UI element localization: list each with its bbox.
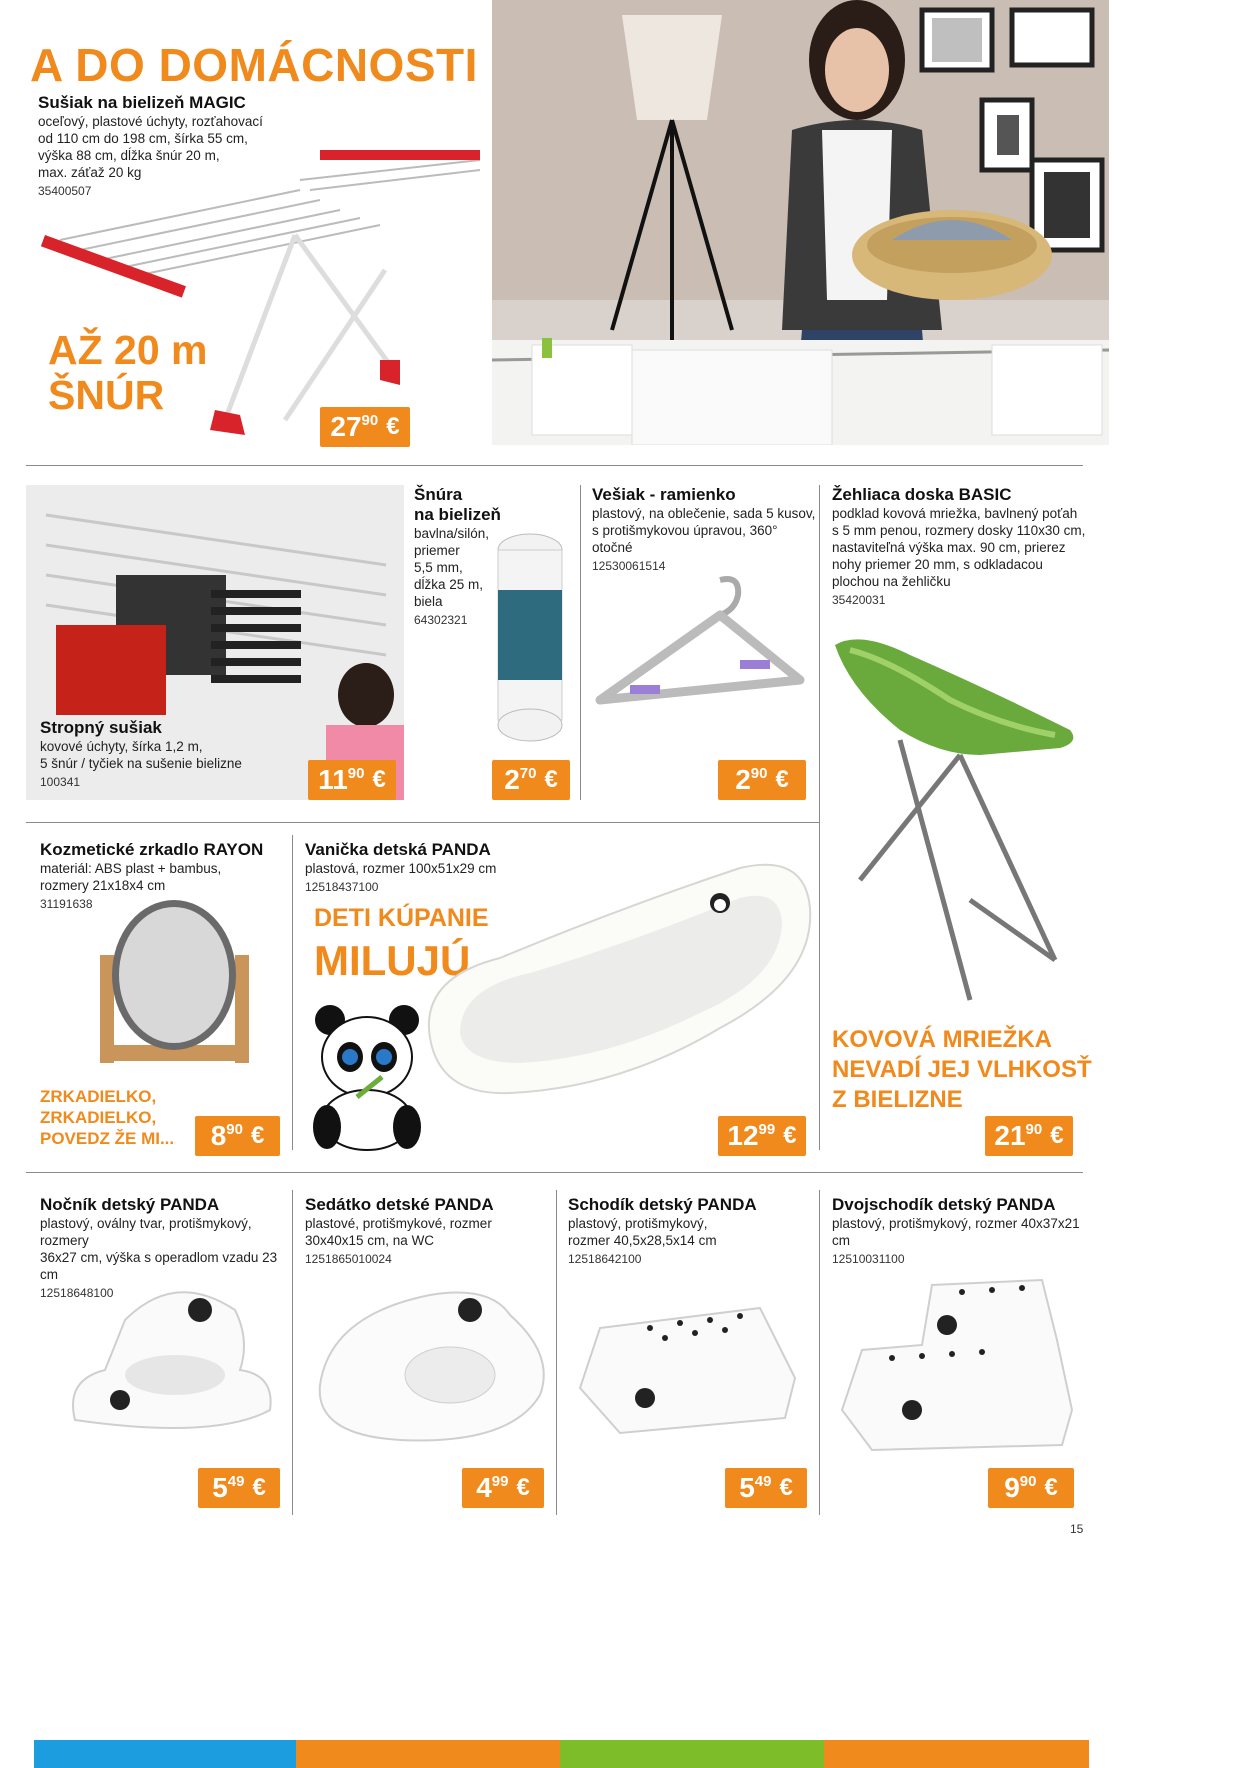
- product-code: 64302321: [414, 613, 468, 627]
- product-description: podklad kovová mriežka, bavlnený poťah s 5 mm penou, rozmery dosky 110x30 cm, nastaviteľná výška max. 90 cm, prierez nohy priemer 20 mm, s odkladacou plochou na žehličku: [832, 506, 1086, 589]
- price-tag: 4 99 €: [462, 1468, 544, 1508]
- product-name: Kozmetické zrkadlo RAYON: [40, 840, 264, 859]
- product-code: 12518642100: [568, 1252, 642, 1266]
- product-name: Vanička detská PANDA: [305, 840, 491, 859]
- product-description: plastový, protišmykový, rozmer 40,5x28,5x14 cm: [568, 1216, 717, 1248]
- product-name: Sušiak na bielizeň MAGIC: [38, 93, 246, 112]
- product-description: bavlna/silón, priemer 5,5 mm, dĺžka 25 m, biela: [414, 526, 490, 609]
- divider: [580, 485, 581, 800]
- price-tag: 2 70 €: [492, 760, 570, 800]
- price-tag: 5 49 €: [198, 1468, 280, 1508]
- product-name: Sedátko detské PANDA: [305, 1195, 494, 1214]
- product-name: Nočník detský PANDA: [40, 1195, 220, 1214]
- product-description: oceľový, plastové úchyty, rozťahovací od 110 cm do 198 cm, šírka 55 cm, výška 88 cm, dĺžka šnúr 20 m, max. záťaž 20 kg: [38, 114, 263, 180]
- product-hanger: [592, 485, 817, 574]
- panda-mascot-image: [312, 1002, 422, 1152]
- divider: [556, 1190, 557, 1515]
- double-step-image: [832, 1270, 1082, 1455]
- mirror-slogan: ZRKADIELKO, ZRKADIELKO, POVEDZ ŽE MI...: [40, 1087, 175, 1148]
- ironing-board-slogan: KOVOVÁ MRIEŽKA NEVADÍ JEJ VLHKOSŤ Z BIELIZNE: [832, 1026, 1092, 1113]
- product-code: 12518437100: [305, 880, 379, 894]
- product-toilet-seat: [305, 1195, 545, 1267]
- laundry-woman-image: [492, 0, 1109, 445]
- potty-image: [65, 1270, 280, 1440]
- product-step-stool: [568, 1195, 813, 1267]
- product-ironing-board: [832, 485, 1092, 608]
- baby-bath-image: [420, 848, 815, 1100]
- hero-photo: [492, 0, 1109, 445]
- product-description: plastová, rozmer 100x51x29 cm: [305, 861, 497, 876]
- magic-slogan: AŽ 20 m ŠNÚR: [48, 327, 208, 419]
- divider: [26, 465, 1083, 466]
- price-tag: 27 90 €: [320, 407, 410, 447]
- divider: [819, 485, 820, 1150]
- footer-bar-orange-2: [824, 1740, 1089, 1768]
- bath-slogan-line1: DETI KÚPANIE: [314, 904, 489, 932]
- price-tag: 2 90 €: [718, 760, 806, 800]
- hanger-image: [590, 570, 815, 720]
- product-description: plastový, protišmykový, rozmer 40x37x21 cm: [832, 1216, 1080, 1248]
- rope-bundle-image: [490, 530, 570, 745]
- price-tag: 5 49 €: [725, 1468, 807, 1508]
- bath-slogan-line2: MILUJÚ: [314, 937, 471, 984]
- product-description: plastové, protišmykové, rozmer 30x40x15 cm, na WC: [305, 1216, 492, 1248]
- price-tag: 8 90 €: [195, 1116, 280, 1156]
- product-code: 12510031100: [832, 1252, 905, 1266]
- product-description: kovové úchyty, šírka 1,2 m, 5 šnúr / tyčiek na sušenie bielizne: [40, 739, 242, 771]
- divider: [26, 822, 819, 823]
- price-tag: 12 99 €: [718, 1116, 806, 1156]
- page-number: 15: [1070, 1522, 1084, 1536]
- product-code: 35400507: [38, 184, 92, 198]
- footer-bar-blue: [34, 1740, 296, 1768]
- toilet-seat-image: [310, 1275, 560, 1450]
- divider: [292, 1190, 293, 1515]
- divider: [819, 1190, 820, 1515]
- ironing-board-image: [830, 630, 1085, 1010]
- product-name: Vešiak - ramienko: [592, 485, 736, 504]
- divider: [26, 1172, 1083, 1173]
- product-code: 12518648100: [40, 1286, 114, 1300]
- product-name: Šnúra na bielizeň: [414, 485, 501, 524]
- product-description: plastový, oválny tvar, protišmykový, rozmery 36x27 cm, výška s operadlom vzadu 23 cm: [40, 1216, 278, 1282]
- product-name: Stropný sušiak: [40, 718, 162, 737]
- product-description: materiál: ABS plast + bambus, rozmery 21x18x4 cm: [40, 861, 222, 893]
- product-description: plastový, na oblečenie, sada 5 kusov, s protišmykovou úpravou, 360° otočné: [592, 506, 816, 555]
- price-tag: 21 90 €: [985, 1116, 1073, 1156]
- mirror-image: [95, 895, 255, 1065]
- footer-bar-orange: [296, 1740, 560, 1768]
- price-tag: 11 90 €: [308, 760, 396, 800]
- product-name: Žehliaca doska BASIC: [832, 485, 1012, 504]
- step-stool-image: [570, 1288, 810, 1438]
- price-tag: 9 90 €: [988, 1468, 1074, 1508]
- product-ceiling-dryer: [40, 718, 270, 790]
- product-code: 35420031: [832, 593, 886, 607]
- page-title: A DO DOMÁCNOSTI: [30, 39, 478, 91]
- footer-bar-green: [560, 1740, 824, 1768]
- product-name: Dvojschodík detský PANDA: [832, 1195, 1056, 1214]
- product-name: Schodík detský PANDA: [568, 1195, 757, 1214]
- product-double-step: [832, 1195, 1092, 1267]
- product-code: 31191638: [40, 897, 93, 911]
- product-code: 100341: [40, 775, 81, 789]
- divider: [292, 835, 293, 1150]
- product-code: 1251865010024: [305, 1252, 392, 1266]
- product-code: 12530061514: [592, 559, 666, 573]
